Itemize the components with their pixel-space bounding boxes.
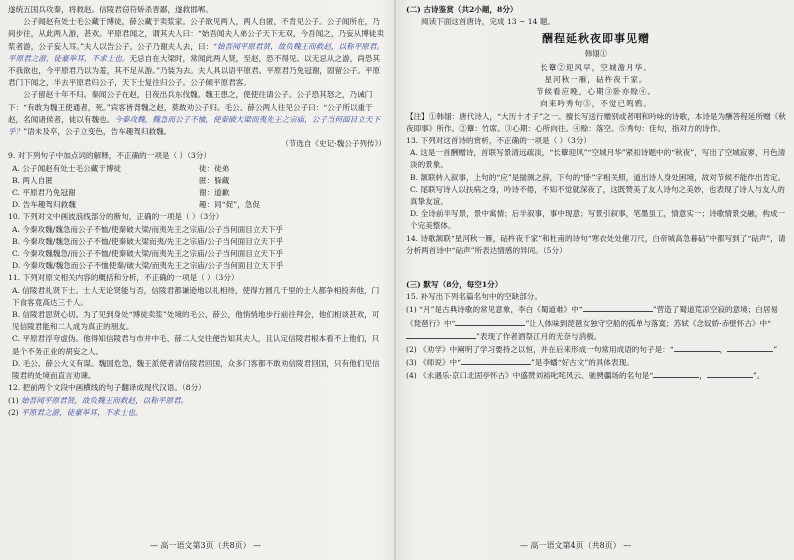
q13-option-c[interactable]: C. 尾联写诗人以扶病之身，吟诗不倦，不知不觉就深夜了，这既赞美了友人诗句之美妙，也表现了诗人与友人的真挚友谊。 bbox=[410, 184, 785, 207]
q14-answer-space[interactable] bbox=[406, 257, 786, 279]
passage-para-1: 遂统五国兵攻秦，将救赵。信陵君窃符矫杀晋鄙，遂救邯郸。 bbox=[8, 5, 214, 14]
right-footer: — 高一语文第4页（共8页） — bbox=[520, 541, 632, 550]
q11-option-a[interactable]: A. 信陵君礼贤下士。士人无论贤能与否，信陵君都谦逊地以礼相待，使得方圆几千里的士人都争相投奔他，门下食客竟高达三千人。 bbox=[12, 285, 380, 307]
q15-item-2: (2) 《劝学》中阐明了学习要持之以恒，并在后来形成一句常用成语的句子是：“ ， ” bbox=[406, 345, 778, 355]
q12-item-1: (1) 始吾闻平原君贤，故负魏王而救赵，以称平原君。 bbox=[8, 395, 189, 405]
q15-stem: 15. 补写出下列名篇名句中的空缺部分。 bbox=[406, 292, 542, 302]
left-footer: — 高一语文第3页（共8页） — bbox=[150, 541, 262, 550]
left-page bbox=[8, 4, 386, 419]
fill-blank[interactable] bbox=[707, 369, 753, 378]
q15-item-3: (3) 《师说》中“ ”是李蟠“好古文”的具体表现。 bbox=[406, 358, 634, 368]
q10-option-a[interactable]: A. 今秦攻魏/魏急而公子不恤/使秦破大梁/而夷先王之宗庙/公子当何面目立天下乎 bbox=[12, 224, 284, 234]
poem-title: 酬程延秋夜即事见赠 bbox=[542, 32, 650, 46]
passage-para-3: 公子留赵十年不归。秦闻公子在赵，日夜出兵东伐魏。魏王患之，使使往请公子。公子恐其怒之，乃诫门下：“有敢为魏王使通者，死。”宾客皆背魏之赵，莫敢劝公子归。毛公、薛公两人往见公子曰：“公子所以重于赵，名闻诸侯者，徒以有魏也。今秦攻魏，魏急而公子不恤，使秦破大梁而夷先王之宗庙，公子当何面目立天下乎？”语未及卒，公子立变色，告车趣驾归救魏。 bbox=[8, 90, 381, 137]
poem-line: 星河秋一雁，砧杵夜千家。 bbox=[544, 75, 648, 85]
q10-options bbox=[8, 224, 386, 273]
q15-item-1: (1) “月”是古典诗歌的常见意象，李白《蜀道难》中“ ”营造了蜀道荒凉空寂的意境；白居易《琵琶行》中“ ”让人体味到琵琶女独守空船的孤单与落寞；苏轼《念奴娇·赤壁怀古》中“”表现了作者酒祭江月的无奈与消极。 bbox=[406, 305, 779, 341]
fill-blank[interactable] bbox=[727, 343, 773, 352]
q9-option-c[interactable]: C. 平原君乃免冠谢 谢：道歉 bbox=[12, 188, 230, 198]
q9-option-b[interactable]: B. 两人自匿 匿：躲藏 bbox=[12, 175, 230, 185]
q10-option-c[interactable]: C. 今秦攻魏魏急/而公子不恤/使秦破大梁/而夷先王之宗庙/公子当何面目立天下乎 bbox=[12, 249, 284, 259]
q9-stem: 9. 对下列句子中加点词的解释，不正确的一项是（ ）（3分） bbox=[8, 151, 211, 161]
q15-item-4: (4) 《永遇乐·京口北固亭怀古》中盛赞刘裕叱咤风云、驰骋疆场的名句是“ ， ”。 bbox=[406, 371, 765, 381]
q13-option-a[interactable]: A. 这是一首酬赠诗，首联写景清远疏淡，“长簟迎风”“空城月华”紧扣诗题中的“秋夜”，写出了空城寂寥，月色清淡的景象。 bbox=[410, 148, 786, 170]
poem-line: 向来吟秀句⑤，不觉已鸣鸦。 bbox=[540, 99, 652, 109]
source-note: （节选自《史记·魏公子列传》） bbox=[281, 139, 386, 149]
q13-option-d[interactable]: D. 全诗前半写景，景中寓情；后半叙事，事中现意；写景引叙事，笔墨虽工，情意实一；诗歌情景交融，构成一个完美整体。 bbox=[410, 209, 786, 231]
q11-options bbox=[8, 285, 386, 383]
q9-option-d[interactable]: D. 告车趣驾归救魏 趣：同“促”，急促 bbox=[12, 200, 260, 210]
q14-stem: 14. 诗歌颔联“星河秋一雁，砧杵夜千家”和杜甫的诗句“寒衣处处催刀尺，白帝城高急暮砧”中都写到了“砧声”，请分析两首诗中“砧声”所表达情感的异同。（5分） bbox=[406, 233, 786, 255]
q10-stem: 10. 下列对文中画波浪线部分的断句，正确的一项是（ ）（3分） bbox=[8, 212, 224, 222]
q11-stem: 11. 下列对原文相关内容的概括和分析，不正确的一项是（ ）（3分） bbox=[8, 273, 239, 283]
fill-blank[interactable] bbox=[674, 343, 720, 352]
q10-option-b[interactable]: B. 今秦攻魏/魏急而公子不恤/使秦破大梁而夷/先王之宗庙/公子当何面目立天下乎 bbox=[12, 236, 284, 246]
q13-option-b[interactable]: B. 颔联转入叙事，上句的“应”是揣测之辞，下句的“卧”字相关照，道出诗人身处困境，故对节候不能作出肯定。 bbox=[410, 172, 786, 182]
poem-line: 长簟②迎风早，空城澹月华。 bbox=[540, 62, 652, 72]
page-fold bbox=[394, 0, 396, 560]
q9-options bbox=[8, 163, 386, 212]
underlined-sentence-1: “始吾闻平原君贤，故负魏王而救赵，以称平原君。平原君之游，徒豪举耳，不求士也。 bbox=[8, 41, 385, 63]
q9-option-a[interactable]: A. 公子闻赵有处士毛公藏于博徒 徒：徒弟 bbox=[12, 163, 230, 173]
poem-author: 韩翃① bbox=[584, 48, 608, 58]
section-3-heading: (三) 默写（8分，每空1分） bbox=[406, 280, 503, 290]
section-2-heading: (二) 古诗鉴赏（共2小题，8分） bbox=[406, 5, 518, 14]
fill-blank[interactable] bbox=[653, 369, 699, 378]
q11-option-d[interactable]: D. 毛公、薛公大义有谋。魏国危急，魏王派使者请信陵君回国，众多门客都不敢劝信陵君回国，只有他们见信陵君的处境而直言劝谏。 bbox=[12, 358, 380, 381]
fill-blank[interactable] bbox=[461, 356, 531, 365]
wavy-sentence: 今秦攻魏，魏急而公子不恤，使秦破大梁而夷先王之宗庙，公子当何面目立天下乎？ bbox=[8, 114, 381, 137]
fill-blank[interactable] bbox=[406, 330, 476, 339]
fill-blank[interactable] bbox=[455, 317, 525, 326]
q12-item-2: (2) 平原君之游，徒豪举耳，不求士也。 bbox=[8, 407, 143, 417]
passage-para-2: 公子闻赵有处士毛公藏于博徒，薛公藏于卖浆家。公子欲见两人，两人自匿，不肯见公子。公子闻所在，乃间步往，从此两人游，甚欢。平原君闻之，谓其夫人曰：“始吾闻夫人弟公子天下无双，今吾闻之，乃妄从博徒卖浆者游，公子妄人耳。”夫人以告公子。公子乃谢夫人去，曰：“始吾闻平原君贤，故负魏王而救赵，以称平原君。平原君之游，徒豪举耳，不求士也。无忌自在大梁时，常闻此两人贤，至赵，恐不得见。以无忌从之游，尚恐其不我欲也，今平原君乃以为羞，其不足从游。”乃装为去。夫人具以语平原君。平原君乃免冠谢，固留公子。平原君门下闻之，半去平原君归公子，天下士复往归公子。公子倾平原君客。 bbox=[8, 17, 385, 88]
q13-options bbox=[406, 147, 786, 232]
poem-line: 节候看应晚，心期③卧亦赊④。 bbox=[535, 87, 657, 97]
q12-stem: 12. 把前两个文段中画横线的句子翻译成现代汉语。（8分） bbox=[8, 383, 206, 393]
fill-blank[interactable] bbox=[583, 303, 653, 312]
poem-note: 【注】①韩翃：唐代诗人，“大历十才子”之一。擅长写送行赠别或者唱和吟咏的诗歌，本诗是为酬答程延所赠《秋夜即事》所作。②簟：竹席。③心期：心所向往。④赊：落空。⑤秀句：佳句，指对方的诗作。 bbox=[406, 111, 786, 133]
q11-option-b[interactable]: B. 信陵君思贤心切。为了见到身处“博徒卖浆”处境的毛公、薛公，他悄悄地步行前往拜会，他们相谈甚欢，可见信陵君能和二人成为真正的朋友。 bbox=[12, 310, 380, 332]
right-page bbox=[406, 4, 786, 383]
poem-intro: 阅读下面这首唐诗，完成 13 ~ 14 题。 bbox=[421, 17, 556, 27]
q10-option-d[interactable]: D. 今秦攻魏/魏急而公子不恤使秦/破大梁/而夷先王之宗庙/公子当何面目立天下乎 bbox=[12, 261, 284, 271]
q13-stem: 13. 下列对这首诗的赏析，不正确的一项是（ ）（3分） bbox=[406, 136, 591, 146]
q11-option-c[interactable]: C. 平原君浮夸虚伪。他得知信陵君与市井中毛、薛二人交往便告知其夫人，且认定信陵君根本看不上他们，只是个不务正业的胡妄之人。 bbox=[12, 334, 380, 356]
